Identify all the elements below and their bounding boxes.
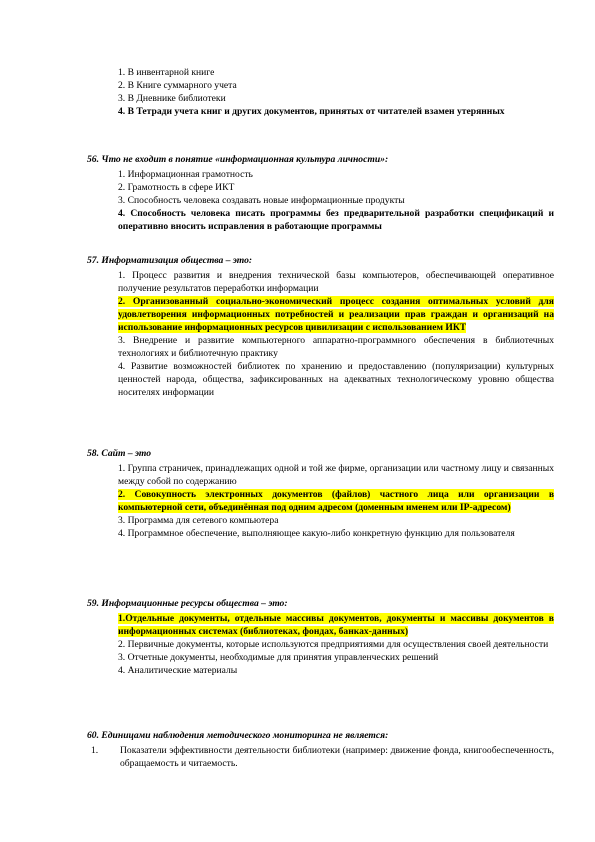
q58-option-3: 3. Программа для сетевого компьютера <box>118 515 279 526</box>
q60-options <box>91 744 554 770</box>
q56-option-3: 3. Способность человека создавать новые информационные продукты <box>118 195 405 206</box>
q56-options <box>118 168 554 233</box>
q59-option-1: 1.Отдельные документы, отдельные массивы документов, документы и массивы документов в информационных системах (библиотеках, фондах, банках-данных) <box>118 613 554 637</box>
q57-option-1: 1. Процесс развития и внедрения технической базы компьютеров, обеспечивающей оперативное получение результатов переработки информации <box>118 270 554 294</box>
q55-option-4: 4. В Тетради учета книг и других документов, принятых от читателей взамен утерянных <box>118 106 505 117</box>
q57-option-3: 3. Внедрение и развитие компьютерного аппаратно-программного обеспечения в библиотечных технологиях и библиотечную практику <box>118 335 554 359</box>
q57-options <box>118 269 554 399</box>
q55-option-3: 3. В Дневнике библиотеки <box>118 93 226 104</box>
q55-options <box>118 66 554 118</box>
q57-option-4: 4. Развитие возможностей библиотек по хранению и предоставлению (популяризации) культурных ценностей народа, общества, зафиксированных на адекватных технологическому уровню общества носителях информации <box>118 361 554 398</box>
q56-option-1: 1. Информационная грамотность <box>118 169 253 180</box>
q55-option-2: 2. В Книге суммарного учета <box>118 80 237 91</box>
q60-title: 60. Единицами наблюдения методического мониторинга не является: <box>87 730 389 741</box>
q59-option-3: 3. Отчетные документы, необходимые для принятия управленческих решений <box>118 652 439 663</box>
q57-option-2: 2. Организованный социально-экономический процесс создания оптимальных условий для удовлетворения информационных потребностей и реализации прав граждан и организаций на использование информационных ресурсов цивилизации с использованием ИКТ <box>118 296 554 333</box>
q55-option-1: 1. В инвентарной книге <box>118 67 215 78</box>
q56-title: 56. Что не входит в понятие «информационная культура личности»: <box>87 154 389 165</box>
q58-options <box>118 462 554 540</box>
q59-option-2: 2. Первичные документы, которые используются предприятиями для осуществления своей деятельности <box>118 639 549 650</box>
q57-title: 57. Информатизация общества – это: <box>87 255 253 266</box>
q59-options <box>118 612 554 677</box>
q58-option-1: 1. Группа страничек, принадлежащих одной и той же фирме, организации или частному лицу и связанных между собой по содержанию <box>118 463 554 487</box>
q58-option-2: 2. Совокупность электронных документов (файлов) частного лица или организации в компьютерной сети, объединённая под одним адресом (доменным именем или IP-адресом) <box>118 489 554 513</box>
q60-option-1: Показатели эффективности деятельности библиотеки (например: движение фонда, книгообеспеченность, обращаемость и читаемость. <box>120 745 554 769</box>
q60-option-1-number: 1. <box>91 745 99 756</box>
q58-title: 58. Сайт – это <box>87 448 152 459</box>
q59-title: 59. Информационные ресурсы общества – это: <box>87 598 288 609</box>
q56-option-4: 4. Способность человека писать программы без предварительной разработки спецификаций и оперативно вносить исправления в работающие программы <box>118 208 554 232</box>
q58-option-4: 4. Программное обеспечение, выполняющее какую-либо конкретную функцию для пользователя <box>118 528 515 539</box>
q59-option-4: 4. Аналитические материалы <box>118 665 238 676</box>
q56-option-2: 2. Грамотность в сфере ИКТ <box>118 182 235 193</box>
